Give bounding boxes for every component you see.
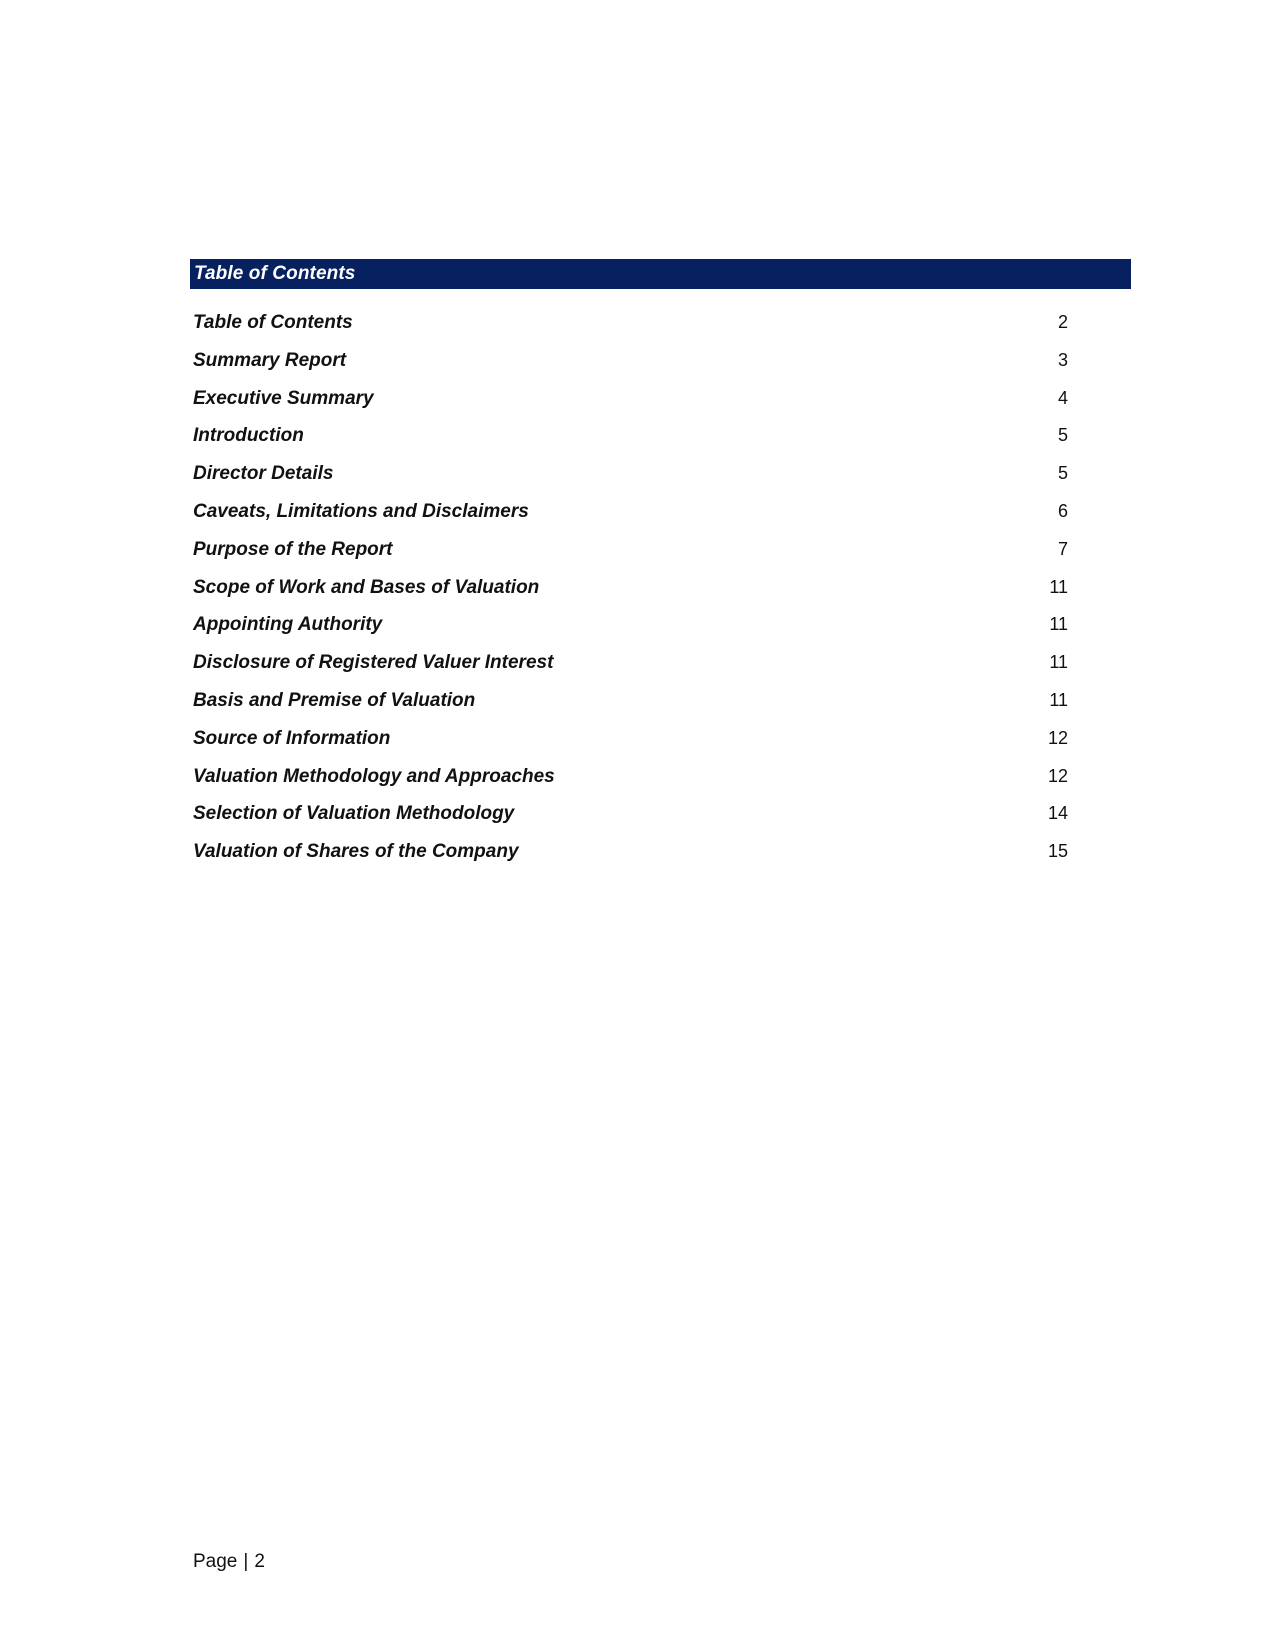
footer-page-label: Page <box>193 1551 238 1572</box>
toc-entry-page: 6 <box>1057 500 1068 521</box>
toc-entry-page: 2 <box>1057 312 1068 332</box>
toc-entry[interactable] <box>193 312 1068 350</box>
footer-page-number: 2 <box>254 1551 265 1572</box>
toc-entry-title: Director Details <box>193 463 334 485</box>
toc-entry-page: 12 <box>1047 727 1068 748</box>
toc-entry-title: Introduction <box>193 425 304 447</box>
toc-entry-page: 5 <box>1057 425 1068 446</box>
toc-entry-title: Valuation of Shares of the Company <box>193 841 519 863</box>
toc-entry-page: 11 <box>1049 652 1068 673</box>
toc-entry-page: 12 <box>1047 765 1068 786</box>
toc-entry-title: Valuation Methodology and Approaches <box>193 765 555 787</box>
toc-entry[interactable] <box>193 501 1068 539</box>
toc-entry-page: 11 <box>1049 689 1068 710</box>
toc-entry[interactable] <box>193 539 1068 577</box>
footer-separator: | <box>243 1551 249 1572</box>
toc-entry-title: Table of Contents <box>193 312 353 333</box>
toc-entry[interactable] <box>193 350 1068 388</box>
toc-entry-page: 11 <box>1049 576 1068 597</box>
toc-entry[interactable] <box>193 463 1068 501</box>
toc-entry-title: Selection of Valuation Methodology <box>193 803 515 825</box>
toc-entry-title: Disclosure of Registered Valuer Interest <box>193 652 554 674</box>
toc-entry[interactable] <box>193 577 1068 615</box>
toc-entry[interactable] <box>193 728 1068 766</box>
toc-list <box>193 312 1068 879</box>
toc-entry[interactable] <box>193 841 1068 879</box>
toc-entry[interactable] <box>193 803 1068 841</box>
toc-entry[interactable] <box>193 388 1068 426</box>
toc-entry[interactable] <box>193 652 1068 690</box>
toc-heading: Table of Contents <box>194 263 356 284</box>
toc-entry-page: 7 <box>1057 538 1068 559</box>
toc-header-bar <box>190 259 1131 289</box>
toc-entry-page: 5 <box>1057 463 1068 484</box>
toc-entry[interactable] <box>193 614 1068 652</box>
toc-entry-page: 14 <box>1047 803 1068 824</box>
toc-entry-title: Basis and Premise of Valuation <box>193 689 476 711</box>
toc-entry-page: 4 <box>1057 387 1068 408</box>
toc-entry-title: Source of Information <box>193 727 391 749</box>
toc-entry-title: Summary Report <box>193 349 347 371</box>
toc-entry-page: 3 <box>1057 349 1068 370</box>
toc-entry-title: Appointing Authority <box>193 614 383 636</box>
toc-entry[interactable] <box>193 766 1068 804</box>
toc-entry-title: Caveats, Limitations and Disclaimers <box>193 500 529 522</box>
toc-entry-page: 11 <box>1049 614 1068 635</box>
toc-entry-title: Executive Summary <box>193 387 374 409</box>
toc-entry-title: Purpose of the Report <box>193 538 393 560</box>
toc-entry[interactable] <box>193 690 1068 728</box>
toc-entry[interactable] <box>193 425 1068 463</box>
toc-entry-title: Scope of Work and Bases of Valuation <box>193 576 540 598</box>
toc-entry-page: 15 <box>1047 841 1068 862</box>
page-footer <box>193 1551 265 1573</box>
